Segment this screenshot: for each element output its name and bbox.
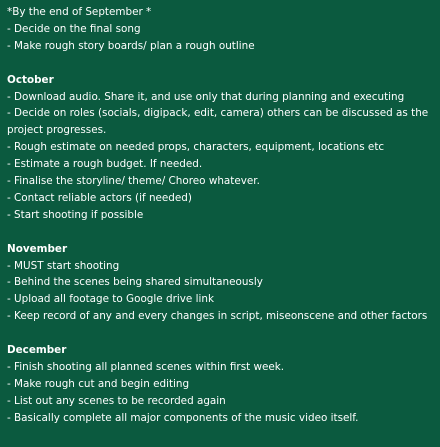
list-item: - Decide on the final song <box>7 22 141 35</box>
list-item: - Estimate a rough budget. If needed. <box>7 158 203 171</box>
list-item: - Contact reliable actors (if needed) <box>7 191 192 204</box>
spacer <box>7 55 438 72</box>
spacer <box>7 224 438 241</box>
intro-heading: *By the end of September * <box>7 6 152 18</box>
list-item: - Decide on roles (socials, digipack, edit, camera) others can be discussed as the project progresses. <box>7 107 429 137</box>
list-item: - Basically complete all major components of the music video itself. <box>7 411 359 424</box>
list-item: - List out any scenes to be recorded again <box>7 394 226 407</box>
list-item: - Make rough story boards/ plan a rough outline <box>7 39 255 52</box>
list-item: - Upload all footage to Google drive link <box>7 293 214 306</box>
list-item: - Finalise the storyline/ theme/ Choreo whatever. <box>7 175 260 188</box>
list-item: - Make rough cut and begin editing <box>7 377 190 390</box>
list-item: - Start shooting if possible <box>7 208 144 221</box>
november-heading: November <box>7 242 68 255</box>
october-heading: October <box>7 73 54 86</box>
list-item: - MUST start shooting <box>7 259 120 272</box>
spacer <box>7 325 438 342</box>
list-item: - Keep record of any and every changes in script, miseonscene and other factors <box>7 310 428 323</box>
list-item: - Download audio. Share it, and use only that during planning and executing <box>7 90 405 103</box>
list-item: - Behind the scenes being shared simultaneously <box>7 276 263 289</box>
december-heading: December <box>7 344 67 357</box>
list-item: - Finish shooting all planned scenes within first week. <box>7 360 285 373</box>
list-item: - Rough estimate on needed props, characters, equipment, locations etc <box>7 141 385 154</box>
